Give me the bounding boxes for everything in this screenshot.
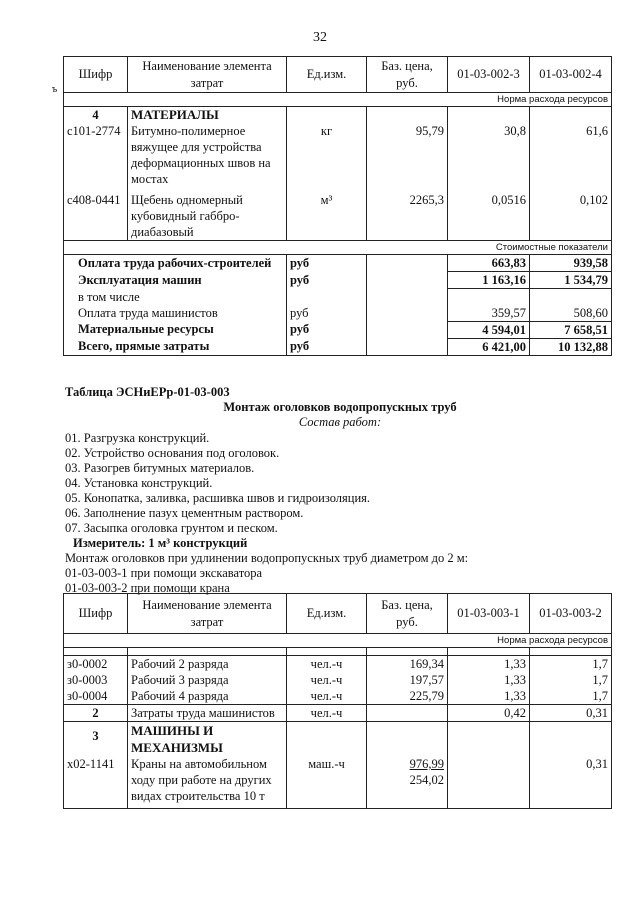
header-unit: Ед.изм. [287,594,367,634]
table-subtitle: Монтаж оголовков водопропускных труб [223,400,457,414]
row-value-1: 0,42 [448,705,530,722]
row-unit: м³ [287,187,367,241]
row-price: 197,57 [367,672,448,688]
cost-unit: руб [287,305,367,322]
row-value-1: 1,33 [448,656,530,673]
cost-unit: руб [287,272,367,289]
list-item: 02. Устройство основания под оголовок. [65,446,280,460]
row-unit: чел.-ч [287,688,367,705]
margin-mark: ъ [52,84,58,95]
row-value-2: 1,7 [530,672,612,688]
cost-name: в том числе [64,289,287,305]
row-value-1 [448,756,530,808]
list-item: 03. Разогрев битумных материалов. [65,461,255,475]
cost-name: Эксплуатация машин [64,272,287,289]
list-item: 07. Засыпка оголовка грунтом и песком. [65,521,278,535]
header-unit: Ед.изм. [287,57,367,93]
table-row [64,672,612,688]
row-price [367,705,448,722]
composition-heading: Состав работ: [298,415,382,429]
variant: 01-03-003-1 при помощи экскаватора [65,566,263,580]
meter: Измеритель: 1 м³ конструкций [73,536,248,550]
cost-value-1: 359,57 [448,305,530,322]
row-price: 225,79 [367,688,448,705]
row-code: з0-0003 [64,672,128,688]
table-row [64,688,612,705]
cost-value-2: 7 658,51 [530,321,612,338]
row-price: 95,79 [367,123,448,187]
cost-value-1: 4 594,01 [448,321,530,338]
list-item: 06. Заполнение пазух цементным раствором. [65,506,304,520]
cost-name: Всего, прямые затраты [64,338,287,355]
row-unit: чел.-ч [287,705,367,722]
row-code: 2 [64,705,128,722]
cost-row [64,305,612,322]
header-code: Шифр [64,57,128,93]
section-title: МАШИНЫ И МЕХАНИЗМЫ [128,722,287,757]
cost-value-1: 663,83 [448,255,530,272]
row-price [367,756,448,808]
section-title: МАТЕРИАЛЫ [128,107,287,124]
cost-name: Оплата труда рабочих-строителей [64,255,287,272]
cost-name: Материальные ресурсы [64,321,287,338]
row-value-1: 30,8 [448,123,530,187]
row-name: Краны на автомобильном ходу при работе на других видах строительства 10 т [128,756,287,808]
cost-row [64,272,612,289]
table-row [64,656,612,673]
cost-value-2: 939,58 [530,255,612,272]
norm-label: Норма расхода ресурсов [64,634,612,648]
row-unit: маш.-ч [287,756,367,808]
table-row [64,756,612,808]
cost-unit: руб [287,321,367,338]
row-value-1: 0,0516 [448,187,530,241]
header-name: Наименование элемента затрат [128,57,287,93]
row-name: Рабочий 3 разряда [128,672,287,688]
price-line-2: 254,02 [409,773,444,787]
table-row [64,705,612,722]
row-name: Битумно-полимерное вяжущее для устройства деформационных швов на мостах [128,123,287,187]
cost-value-2: 1 534,79 [530,272,612,289]
row-value-2: 61,6 [530,123,612,187]
header-col1: 01-03-002-3 [448,57,530,93]
cost-value-2: 10 132,88 [530,338,612,355]
row-code: с101-2774 [64,123,128,187]
resource-table-2 [63,593,612,809]
row-name: Рабочий 4 разряда [128,688,287,705]
row-name: Щебень одномерный кубовидный габбро-диабазовый [128,187,287,241]
description: Монтаж оголовков при удлинении водопропускных труб диаметром до 2 м: [65,551,469,565]
cost-value-2: 508,60 [530,305,612,322]
norm-label: Норма расхода ресурсов [64,93,612,107]
resource-table-1 [63,56,612,356]
row-code: з0-0004 [64,688,128,705]
cost-row [64,289,612,305]
header-col2: 01-03-003-2 [530,594,612,634]
section-number: 4 [64,107,128,124]
section-number: 3 [64,722,128,757]
cost-row [64,255,612,272]
header-col1: 01-03-003-1 [448,594,530,634]
list-item: 05. Конопатка, заливка, расшивка швов и гидроизоляция. [65,491,371,505]
table-title: Таблица ЭСНиЕРр-01-03-003 [65,385,230,399]
row-value-1: 1,33 [448,688,530,705]
row-price: 2265,3 [367,187,448,241]
page-number: 32 [313,30,327,45]
list-item: 01. Разгрузка конструкций. [65,431,210,445]
row-value-2: 0,31 [530,756,612,808]
list-item: 04. Установка конструкций. [65,476,213,490]
header-price: Баз. цена, руб. [367,57,448,93]
header-col2: 01-03-002-4 [530,57,612,93]
price-line-1: 976,99 [409,757,444,771]
cost-unit: руб [287,338,367,355]
table-row [64,187,612,241]
cost-name: Оплата труда машинистов [64,305,287,322]
header-code: Шифр [64,594,128,634]
row-value-1: 1,33 [448,672,530,688]
cost-unit: руб [287,255,367,272]
row-code: с408-0441 [64,187,128,241]
work-steps [65,431,468,596]
cost-value-1: 1 163,16 [448,272,530,289]
row-code: х02-1141 [64,756,128,808]
cost-label: Стоимостные показатели [64,241,612,255]
row-value-2: 0,31 [530,705,612,722]
row-price: 169,34 [367,656,448,673]
header-price: Баз. цена, руб. [367,594,448,634]
row-unit: кг [287,123,367,187]
row-unit: чел.-ч [287,672,367,688]
row-name: Рабочий 2 разряда [128,656,287,673]
table-row [64,123,612,187]
cost-row [64,321,612,338]
row-value-2: 1,7 [530,688,612,705]
row-value-2: 0,102 [530,187,612,241]
row-value-2: 1,7 [530,656,612,673]
row-unit: чел.-ч [287,656,367,673]
cost-value-1: 6 421,00 [448,338,530,355]
row-name: Затраты труда машинистов [128,705,287,722]
header-name: Наименование элемента затрат [128,594,287,634]
cost-row [64,338,612,355]
row-code: з0-0002 [64,656,128,673]
variant: 01-03-003-2 при помощи крана [65,581,230,595]
